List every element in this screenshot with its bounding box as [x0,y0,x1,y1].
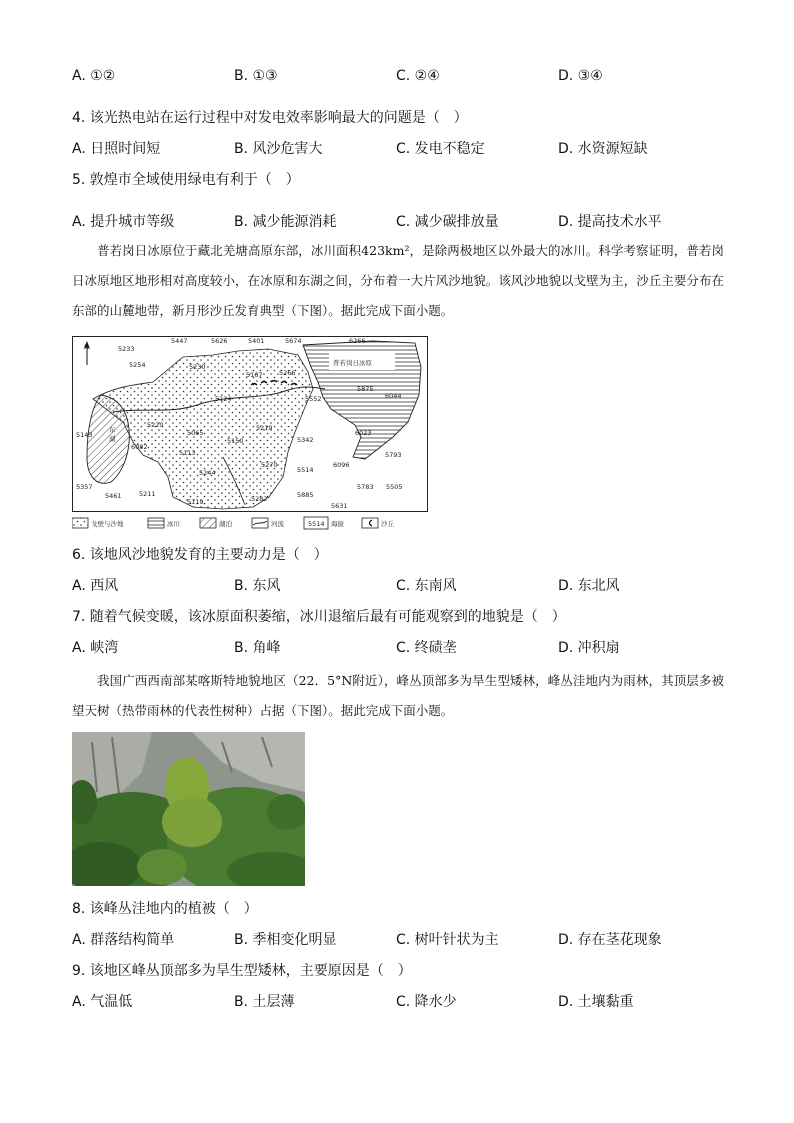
glacier-map [72,336,428,512]
q3-option-b[interactable]: B. ①③ [234,68,278,84]
q7-stem: 7. 随着气候变暖，该冰原面积萎缩，冰川退缩后最有可能观察到的地貌是（ ） [72,609,566,625]
q4-option-a[interactable]: A. 日照时间短 [72,141,161,157]
forest-photo [72,732,305,886]
q5-option-a[interactable]: A. 提升城市等级 [72,214,175,230]
svg-text:5270: 5270 [261,461,278,469]
q5-stem: 5. 敦煌市全域使用绿电有利于（ ） [72,172,300,188]
q6-stem: 6. 该地风沙地貌发育的主要动力是（ ） [72,547,328,563]
q4-option-b[interactable]: B. 风沙危害大 [234,141,323,157]
svg-text:5514: 5514 [297,466,314,474]
legend-elevation: 海拔 [331,520,344,528]
svg-text:5357: 5357 [76,483,93,491]
legend-river: 河流 [271,520,284,528]
svg-text:5342: 5342 [297,436,314,444]
svg-text:5401: 5401 [248,337,265,345]
q4-option-d[interactable]: D. 水资源短缺 [558,141,648,157]
q5-options [72,213,722,231]
svg-text:6266: 6266 [349,337,366,345]
passage-karst: 我国广西西南部某喀斯特地貌地区（22．5°N附近），峰丛顶部多为旱生型矮林，峰丛洼地内为雨林，其顶层多被望天树（热带雨林的代表性树种）占据（下图）。据此完成下面小题。 [72,673,724,718]
svg-text:5552: 5552 [305,395,322,403]
svg-text:5282: 5282 [251,495,268,503]
svg-text:5447: 5447 [171,337,188,345]
legend-dune: 沙丘 [381,520,394,528]
q9-option-d[interactable]: D. 土壤黏重 [558,994,634,1010]
legend-elev-sample: 5514 [308,520,325,528]
q5-option-c[interactable]: C. 减少碳排放量 [396,214,499,230]
svg-text:5631: 5631 [331,502,348,510]
svg-text:5254: 5254 [129,361,146,369]
svg-text:6023: 6023 [355,429,372,437]
svg-text:5505: 5505 [386,483,403,491]
q6-option-b[interactable]: B. 东风 [234,578,281,594]
svg-text:5783: 5783 [357,483,374,491]
q8-option-c[interactable]: C. 树叶针状为主 [396,932,499,948]
svg-text:5793: 5793 [385,451,402,459]
legend-lake: 湖泊 [219,520,232,528]
legend-gobi: 戈壁与沙地 [91,520,124,528]
q3-option-c[interactable]: C. ②④ [396,68,440,84]
q9-option-a[interactable]: A. 气温低 [72,994,133,1010]
legend-glacier: 冰川 [167,520,180,528]
q8-option-d[interactable]: D. 存在茎花现象 [558,932,662,948]
svg-text:5244: 5244 [199,469,216,477]
svg-text:5119: 5119 [187,498,204,506]
svg-text:5124: 5124 [215,395,232,403]
north-label: N [84,343,89,351]
map-legend [72,516,432,530]
glacier-label: 普若岗日冰原 [333,359,372,367]
q6-option-d[interactable]: D. 东北风 [558,578,620,594]
svg-text:5461: 5461 [105,492,122,500]
svg-text:5233: 5233 [118,345,135,353]
svg-text:5220: 5220 [147,421,164,429]
q9-options [72,993,722,1011]
svg-text:5113: 5113 [179,449,196,457]
q8-options [72,931,722,949]
svg-text:5230: 5230 [189,363,206,371]
q8-option-b[interactable]: B. 季相变化明显 [234,932,337,948]
q8-stem: 8. 该峰丛洼地内的植被（ ） [72,901,258,917]
q3-option-a[interactable]: A. ①② [72,68,116,84]
svg-text:6096: 6096 [333,461,350,469]
svg-text:5150: 5150 [227,437,244,445]
q4-stem: 4. 该光热电站在运行过程中对发电效率影响最大的问题是（ ） [72,110,468,126]
q4-options [72,140,722,158]
svg-text:5167: 5167 [246,371,263,379]
q3-option-d[interactable]: D. ③④ [558,68,603,84]
q5-option-b[interactable]: B. 减少能源消耗 [234,214,337,230]
svg-text:6082: 6082 [131,443,148,451]
q6-options [72,577,722,595]
q9-stem: 9. 该地区峰丛顶部多为旱生型矮林，主要原因是（ ） [72,963,412,979]
q5-option-d[interactable]: D. 提高技术水平 [558,214,662,230]
q7-options [72,639,722,657]
svg-text:5885: 5885 [297,491,314,499]
q7-option-b[interactable]: B. 角峰 [234,640,281,656]
q6-option-a[interactable]: A. 西风 [72,578,119,594]
svg-text:5065: 5065 [187,429,204,437]
svg-text:5674: 5674 [285,337,302,345]
passage-glacier: 普若岗日冰原位于藏北羌塘高原东部，冰川面积423km²，是除两极地区以外最大的冰川。科学考察证明，普若岗日冰原地区地形相对高度较小，在冰原和东湖之间，分布着一大片风沙地貌。该风沙地貌以戈壁为主，沙丘主要分布在东部的山麓地带，新月形沙丘发育典型（下图）。据此完成下面小题。 [72,243,724,318]
lake-label-2: 湖 [109,435,116,443]
svg-text:5143: 5143 [76,431,93,439]
svg-text:5626: 5626 [211,337,228,345]
q7-option-c[interactable]: C. 终碛垄 [396,640,457,656]
q7-option-d[interactable]: D. 冲积扇 [558,640,620,656]
q3-options [72,67,722,85]
svg-text:5266: 5266 [279,369,296,377]
lake-label-1: 东 [109,426,116,434]
q6-option-c[interactable]: C. 东南风 [396,578,457,594]
q8-option-a[interactable]: A. 群落结构简单 [72,932,175,948]
q7-option-a[interactable]: A. 峡湾 [72,640,119,656]
q4-option-c[interactable]: C. 发电不稳定 [396,141,485,157]
svg-text:6044: 6044 [385,392,402,400]
svg-text:5219: 5219 [256,424,273,432]
q9-option-b[interactable]: B. 土层薄 [234,994,295,1010]
dune-icon [370,520,373,526]
svg-text:5875: 5875 [357,385,374,393]
q9-option-c[interactable]: C. 降水少 [396,994,457,1010]
svg-text:5211: 5211 [139,490,156,498]
